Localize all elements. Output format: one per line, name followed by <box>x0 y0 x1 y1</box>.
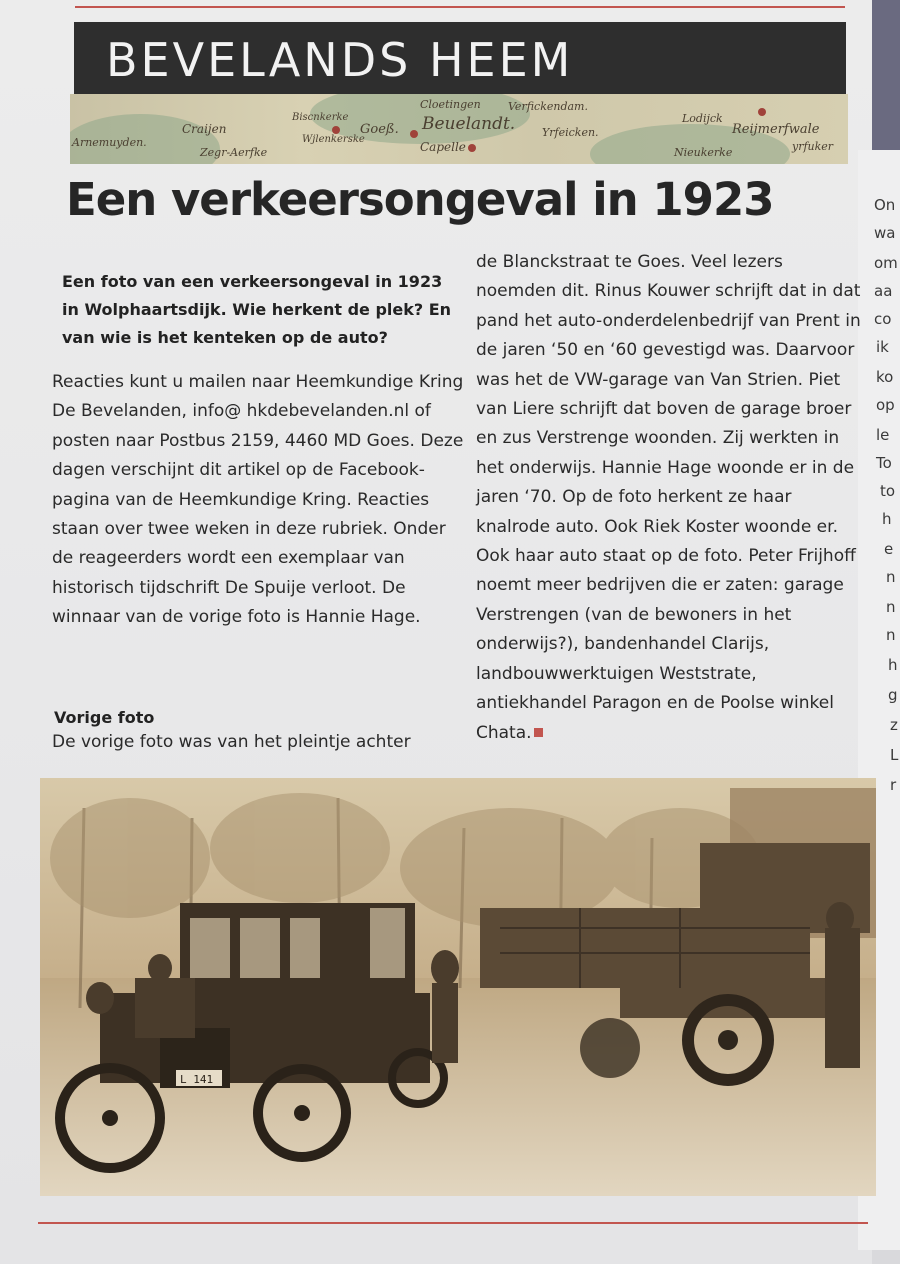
adjacent-text: ko <box>876 368 894 386</box>
article-body-right <box>476 248 868 748</box>
map-label: Arnemuyden. <box>72 136 147 149</box>
adjacent-text: L <box>890 746 899 764</box>
map-town-marker <box>758 108 766 116</box>
adjacent-text: r <box>890 776 897 794</box>
map-town-marker <box>332 126 340 134</box>
article-intro: Een foto van een verkeersongeval in 1923 in Wolphaartsdijk. Wie herkent de plek? En van wie is het kenteken op de auto? <box>62 272 452 347</box>
adjacent-text: le <box>876 426 890 444</box>
adjacent-text: g <box>888 686 898 704</box>
map-town-marker <box>468 144 476 152</box>
adjacent-text: co <box>874 310 892 328</box>
adjacent-text: op <box>876 396 895 414</box>
adjacent-text: aa <box>874 282 893 300</box>
adjacent-text: n <box>886 626 896 644</box>
map-label: Goeß. <box>360 122 399 137</box>
photo-illustration <box>40 778 876 1196</box>
adjacent-text: to <box>880 482 896 500</box>
adjacent-text: e <box>884 540 894 558</box>
body-paragraph <box>476 248 868 748</box>
license-plate-text: L 141 <box>180 1073 214 1086</box>
subheading-previous-photo: Vorige foto <box>54 708 155 727</box>
top-rule <box>75 6 845 8</box>
historic-photo-accident-1923 <box>40 778 876 1196</box>
map-label: Lodijck <box>682 112 723 125</box>
map-label: Zegr-Aerfke <box>200 146 268 159</box>
body-text: de Blanckstraat te Goes. Veel lezers noemden dit. Rinus Kouwer schrijft dat in dat pand het auto-onderdelenbedrijf van Prent in de jaren ‘50 en ‘60 gevestigd was. Daarvoor was het de VW-garage van Van Strien. Piet van Liere schrijft dat boven de garage broer en zus Verstrenge woonden. Zij werkten in het onderwijs. Hannie Hage woonde er in de jaren ‘70. Op de foto herkent ze haar knalrode auto. Ook Riek Koster woonde er. Ook haar auto staat op de foto. Peter Frijhoff noemt meer bedrijven die er zaten: garage Verstrengen (van de bewoners in het onderwijs?), bandenhandel Clarijs, landbouwwerktuigen Weststrate, antiekhandel Paragon en de Poolse winkel Chata. <box>476 252 861 743</box>
article-body-left-continued <box>52 728 464 757</box>
adjacent-text: wa <box>874 224 896 242</box>
adjacent-text: On <box>874 196 896 214</box>
adjacent-text: h <box>888 656 898 674</box>
map-label: Wjlenkerske <box>302 134 365 145</box>
map-label: Capelle <box>420 140 466 154</box>
end-mark-icon <box>534 728 543 737</box>
map-label: Reijmerfwale <box>732 122 820 137</box>
map-town-marker <box>410 130 418 138</box>
historic-map-strip <box>70 94 848 164</box>
body-paragraph: De vorige foto was van het pleintje achter <box>52 732 411 752</box>
adjacent-text: z <box>890 716 898 734</box>
adjacent-text: ik <box>876 338 889 356</box>
map-label: yrfuker <box>792 140 834 153</box>
section-title: BEVELANDS HEEM <box>106 33 574 87</box>
map-label: Yrfeicken. <box>542 126 599 139</box>
adjacent-text: n <box>886 568 896 586</box>
map-label: Verfickendam. <box>508 100 588 113</box>
article-body-left <box>52 368 464 633</box>
adjacent-text: om <box>874 254 898 272</box>
map-label: Nieukerke <box>674 146 733 159</box>
article-headline: Een verkeersongeval in 1923 <box>66 173 774 226</box>
body-paragraph: Reacties kunt u mailen naar Heemkundige Kring De Bevelanden, info@ hkdebevelanden.nl of posten naar Postbus 2159, 4460 MD Goes. Deze dagen verschijnt dit artikel op de Facebook-pagina van de Heemkundige Kring. Reacties staan over twee weken in deze rubriek. Onder de reageerders wordt een exemplaar van historisch tijdschrift De Spuije verloot. De winnaar van de vorige foto is Hannie Hage. <box>52 372 464 628</box>
map-label: Cloetingen <box>420 98 481 111</box>
adjacent-page-dark <box>872 0 900 150</box>
adjacent-text: To <box>876 454 892 472</box>
adjacent-text: n <box>886 598 896 616</box>
bottom-rule <box>38 1222 868 1224</box>
map-label: Craijen <box>182 122 227 136</box>
adjacent-text: h <box>882 510 892 528</box>
map-label: Biscnkerke <box>292 112 349 123</box>
map-label: Beuelandt. <box>422 114 516 134</box>
